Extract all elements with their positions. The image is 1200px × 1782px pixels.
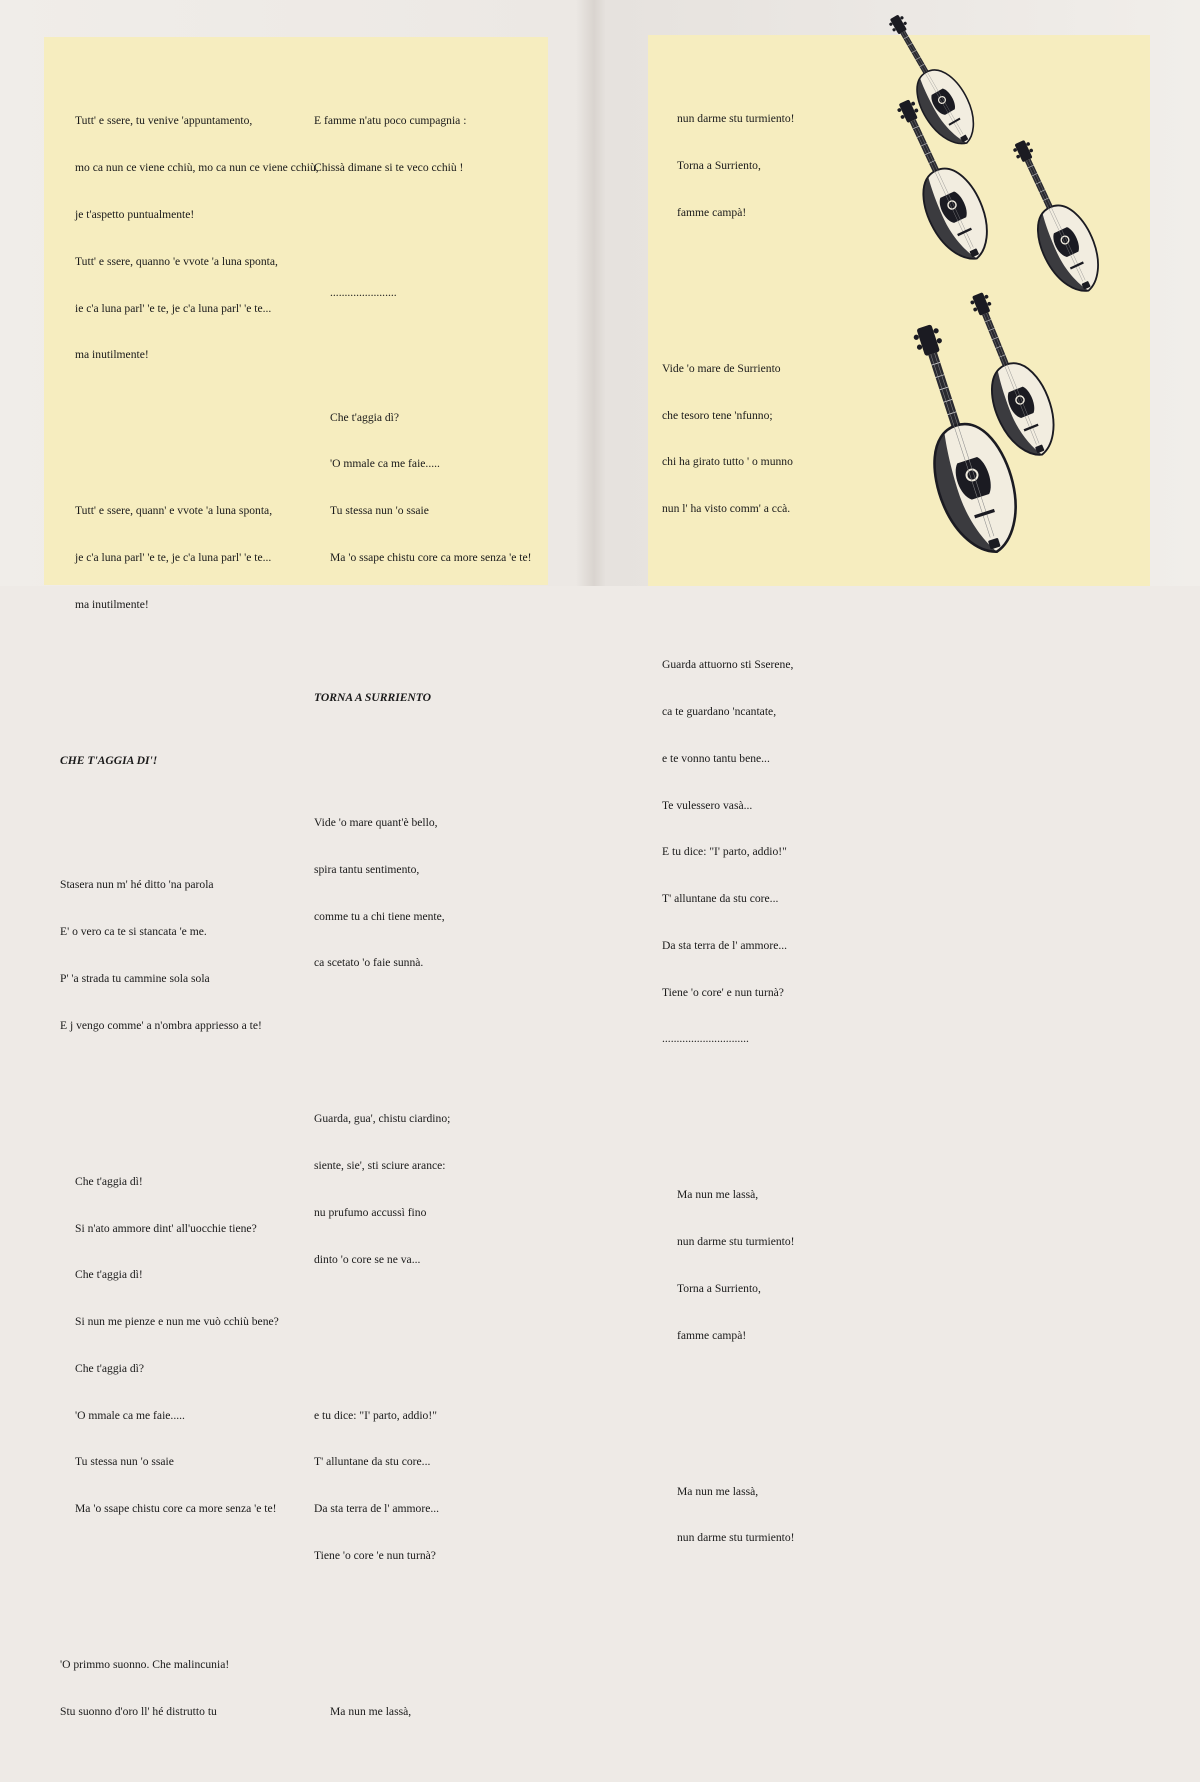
stanza — [60, 1143, 319, 1548]
verse-line: Tutt' e ssere, tu venive 'appuntamento, — [75, 114, 253, 128]
verse-line: Che t'aggia dì! — [75, 1174, 143, 1188]
stanza — [60, 472, 319, 644]
verse-line: je t'aspetto puntualmente! — [75, 207, 195, 221]
stanza — [662, 626, 795, 1078]
verse-line: Tiene 'o core' e nun turnà? — [662, 985, 784, 999]
verse-line: Che t'aggia dì? — [75, 1361, 145, 1375]
stanza — [662, 1156, 795, 1374]
verse-line: Guarda attuorno sti Sserene, — [662, 658, 794, 672]
verse-line: Torna a Surriento, — [677, 1281, 761, 1295]
verse-line: Tutt' e ssere, quanno 'e vvote 'a luna sponta, — [75, 254, 278, 268]
stanza — [60, 82, 319, 394]
mandolin-icon — [996, 131, 1111, 301]
left-column-1 — [60, 51, 319, 1782]
verse-line: E tu dice: "I' parto, addio!" — [662, 845, 787, 859]
left-column-2 — [314, 51, 532, 1782]
stanza — [662, 1452, 795, 1577]
verse-line: Tiene 'o core 'e nun turnà? — [314, 1549, 436, 1562]
stanza — [314, 82, 532, 207]
verse-line: Ma nun me lassà, — [677, 1188, 759, 1202]
verse-line: E' o vero ca te si stancata 'e me. — [60, 925, 207, 939]
verse-line: P' 'a strada tu cammine sola sola — [60, 972, 210, 986]
mandolin-illustration-icon — [880, 10, 1140, 580]
verse-line: Tu stessa nun 'o ssaie — [75, 1455, 174, 1469]
verse-line: je c'a luna parl' 'e te, je c'a luna parl' 'e te... — [75, 551, 272, 564]
verse-line: E j vengo comme' a n'ombra appriesso a te! — [60, 1018, 262, 1032]
stanza — [314, 784, 532, 1002]
verse-line: Si n'ato ammore dint' all'uocchie tiene? — [75, 1221, 257, 1235]
verse-line: 'O mmale ca me faie..... — [330, 457, 440, 471]
verse-line: e tu dice: "I' parto, addio!" — [314, 1408, 437, 1422]
verse-line: ca scetato 'o faie sunnà. — [314, 956, 424, 970]
verse-line: Ma 'o ssape chistu core ca more senza 'e te! — [330, 551, 532, 564]
verse-line: Vide 'o mare de Surriento — [662, 361, 781, 375]
verse-line: T' alluntane da stu core... — [662, 892, 779, 906]
verse-line: famme campà! — [677, 1328, 747, 1342]
ellipsis-separator: ....................... — [330, 285, 397, 299]
stanza — [662, 330, 795, 548]
verse-line: Che t'aggia dì? — [330, 410, 400, 424]
verse-line: 'O primmo suonno. Che malincunia! — [60, 1658, 230, 1672]
verse-line: dinto 'o core se ne va... — [314, 1252, 421, 1266]
verse-line: e te vonno tantu bene... — [662, 751, 770, 765]
verse-line: Chissà dimane si te veco cchiù ! — [314, 161, 464, 175]
stanza — [662, 80, 795, 252]
verse-line: siente, sie', sti sciure arance: — [314, 1159, 446, 1173]
verse-line: famme campà! — [677, 205, 747, 219]
stanza — [314, 1673, 532, 1751]
verse-line: spira tantu sentimento, — [314, 862, 420, 876]
verse-line: Ma 'o ssape chistu core ca more senza 'e te! — [75, 1502, 277, 1516]
verse-line: Stu suonno d'oro ll' hé distrutto tu — [60, 1704, 217, 1718]
verse-line: nun darme stu turmiento! — [677, 1235, 795, 1249]
verse-line: T' alluntane da stu core... — [314, 1455, 431, 1469]
right-column — [662, 49, 795, 1608]
mandolin-icon — [874, 6, 986, 155]
verse-line: nu prufumo accussì fino — [314, 1205, 427, 1219]
verse-line: comme tu a chi tiene mente, — [314, 909, 445, 923]
stanza — [314, 1080, 532, 1298]
verse-line: Tutt' e ssere, quann' e vvote 'a luna sponta, — [75, 504, 273, 518]
verse-line: Da sta terra de l' ammore... — [314, 1502, 440, 1516]
verse-line: Guarda, gua', chistu ciardino; — [314, 1112, 451, 1126]
verse-line: Ma nun me lassà, — [677, 1484, 759, 1498]
song-title: CHE T'AGGIA DI'! — [60, 753, 158, 767]
verse-line: nun darme stu turmiento! — [677, 1531, 795, 1545]
verse-line: Che t'aggia dì! — [75, 1268, 143, 1282]
stanza — [60, 846, 319, 1064]
verse-line: ma inutilmente! — [75, 348, 149, 362]
stanza — [60, 1626, 319, 1751]
verse-line: Vide 'o mare quant'è bello, — [314, 816, 438, 830]
verse-line: nun l' ha visto comm' a ccà. — [662, 502, 791, 516]
verse-line: E famme n'atu poco cumpagnia : — [314, 114, 467, 128]
verse-line: Tu stessa nun 'o ssaie — [330, 504, 429, 518]
verse-line: nun darme stu turmiento! — [677, 112, 795, 126]
verse-line: ie c'a luna parl' 'e te, je c'a luna parl' 'e te... — [75, 301, 272, 315]
verse-line: Te vulessero vasà... — [662, 798, 753, 812]
verse-line: mo ca nun ce viene cchiù, mo ca nun ce viene cchiù, — [75, 161, 319, 175]
stanza — [314, 1376, 532, 1594]
verse-line: ma inutilmente! — [75, 597, 149, 611]
verse-line: ca te guardano 'ncantate, — [662, 704, 777, 718]
verse-line: Da sta terra de l' ammore... — [662, 938, 788, 952]
stanza — [314, 378, 532, 596]
verse-line: 'O mmale ca me faie..... — [75, 1408, 185, 1422]
verse-line: Ma nun me lassà, — [330, 1704, 412, 1718]
verse-line: chi ha girato tutto ' o munno — [662, 455, 793, 469]
verse-line: che tesoro tene 'nfunno; — [662, 408, 773, 422]
ellipsis-separator: .............................. — [662, 1032, 749, 1046]
song-title: TORNA A SURRIENTO — [314, 691, 432, 705]
verse-line: Si nun me pienze e nun me vuò cchiù bene? — [75, 1315, 279, 1329]
verse-line: Torna a Surriento, — [677, 159, 761, 173]
verse-line: Stasera nun m' hé ditto 'na parola — [60, 878, 214, 892]
